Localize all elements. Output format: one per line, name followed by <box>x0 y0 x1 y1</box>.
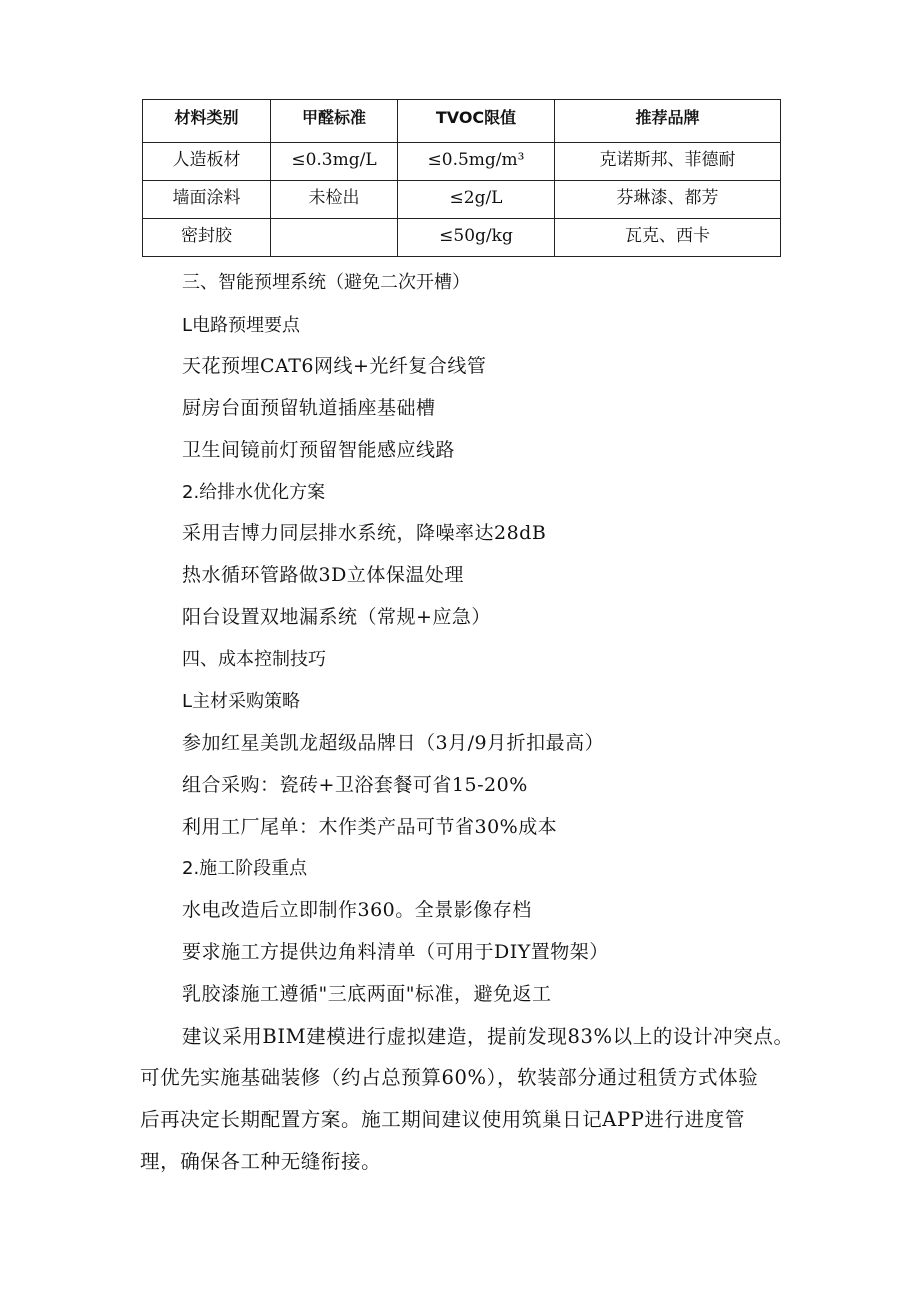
list-item: 采用吉博力同层排水系统，降噪率达28dB <box>182 522 547 544</box>
header-material-category: 材料类别 <box>143 100 271 143</box>
table-cell <box>271 219 398 257</box>
table-row <box>143 143 781 181</box>
materials-table <box>142 99 781 257</box>
list-item: 厨房台面预留轨道插座基础槽 <box>182 397 436 419</box>
table-cell: 人造板材 <box>143 143 271 181</box>
section-4-sub1-heading: L主材采购策略 <box>182 691 301 712</box>
table-cell: ≤0.3mg/L <box>271 143 398 181</box>
table-cell: 密封胶 <box>143 219 271 257</box>
table-row <box>143 219 781 257</box>
closing-paragraph-line: 可优先实施基础装修（约占总预算60%），软装部分通过租赁方式体验 <box>140 1066 759 1089</box>
list-item: 参加红星美凯龙超级品牌日（3月/9月折扣最高） <box>182 732 605 754</box>
list-item: 利用工厂尾单：木作类产品可节省30%成本 <box>182 816 558 838</box>
list-item: 组合采购：瓷砖+卫浴套餐可省15-20% <box>182 774 528 796</box>
table-cell: 未检出 <box>271 181 398 219</box>
table-header-row <box>143 100 781 143</box>
section-4-heading: 四、成本控制技巧 <box>182 649 326 670</box>
section-3-sub2-heading: 2.给排水优化方案 <box>182 482 326 503</box>
list-item: 阳台设置双地漏系统（常规+应急） <box>182 606 491 628</box>
list-item: 热水循环管路做3D立体保温处理 <box>182 564 464 586</box>
list-item: 水电改造后立即制作360。全景影像存档 <box>182 899 532 921</box>
table-cell: 芬琳漆、都芳 <box>555 181 781 219</box>
table-cell: 克诺斯邦、菲德耐 <box>555 143 781 181</box>
table-cell: 瓦克、西卡 <box>555 219 781 257</box>
list-item: 卫生间镜前灯预留智能感应线路 <box>182 439 456 461</box>
closing-paragraph-line: 理，确保各工种无缝衔接。 <box>140 1150 382 1173</box>
table-cell: 墙面涂料 <box>143 181 271 219</box>
section-4-sub2-heading: 2.施工阶段重点 <box>182 858 308 879</box>
list-item: 天花预埋CAT6网线+光纤复合线管 <box>182 355 487 377</box>
section-3-heading: 三、智能预埋系统（避免二次开槽） <box>182 272 470 293</box>
table-cell: ≤50g/kg <box>398 219 555 257</box>
closing-paragraph-line: 建议采用BIM建模进行虚拟建造，提前发现83%以上的设计冲突点。 <box>182 1025 794 1048</box>
section-3-sub1-heading: L电路预埋要点 <box>182 315 301 336</box>
header-recommended-brands: 推荐品牌 <box>555 100 781 143</box>
table-cell: ≤2g/L <box>398 181 555 219</box>
table-row <box>143 181 781 219</box>
table-cell: ≤0.5mg/m³ <box>398 143 555 181</box>
list-item: 乳胶漆施工遵循"三底两面"标准，避免返工 <box>182 983 552 1005</box>
header-tvoc-limit: TVOC限值 <box>398 100 555 143</box>
header-formaldehyde-standard: 甲醛标准 <box>271 100 398 143</box>
closing-paragraph-line: 后再决定长期配置方案。施工期间建议使用筑巢日记APP进行进度管 <box>140 1108 745 1131</box>
list-item: 要求施工方提供边角料清单（可用于DIY置物架） <box>182 941 609 963</box>
